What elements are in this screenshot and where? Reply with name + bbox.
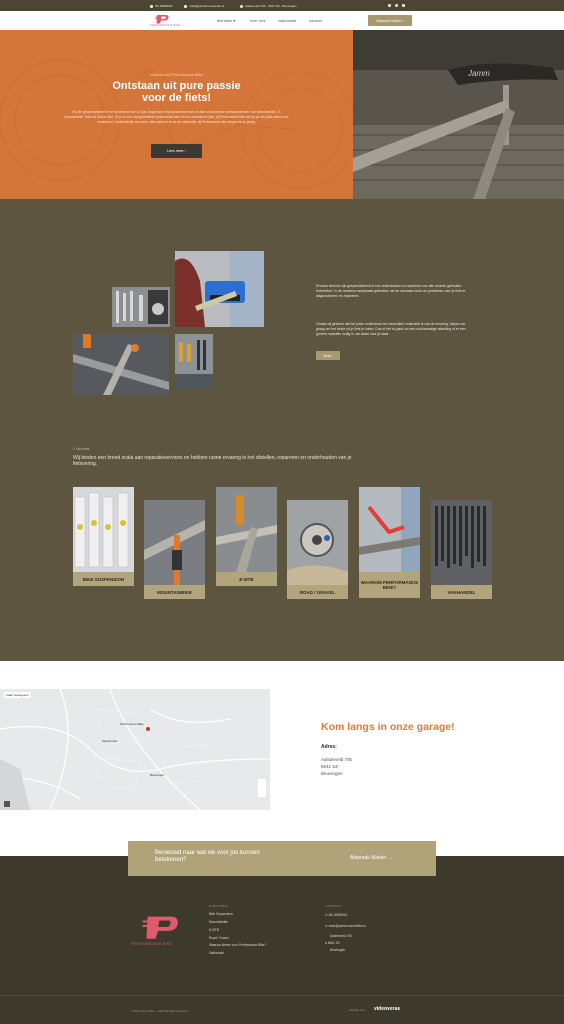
bike-frame-closeup-photo — [73, 334, 169, 395]
mountainbike-photo — [144, 500, 205, 585]
footer-logo-text: PERFORMANCE BIKE — [131, 942, 172, 946]
chevron-down-icon: ▾ — [233, 18, 236, 23]
location-icon: ● — [325, 941, 327, 945]
top-info-bar — [0, 0, 564, 11]
card-label: MOUNTAINBIKE — [144, 585, 205, 599]
map-place-label: Beuningen — [150, 773, 165, 777]
map-graphic — [0, 689, 270, 810]
copyright-text: © Performance Bike – 2024 All rights reserved — [130, 1009, 188, 1013]
cta-text: Benieuwd naar wat we voor jou kunnen betekenen? — [155, 850, 260, 863]
card-label: VAKHANDEL — [431, 585, 492, 599]
bike-frame-image — [353, 30, 564, 199]
facebook-icon[interactable] — [402, 4, 405, 7]
contact-zip: 6641 SZ — [321, 764, 339, 769]
footer-services-heading: DIENSTEN — [209, 904, 228, 908]
waarom-photo — [359, 487, 420, 572]
footer-phone[interactable]: ✆ 06-18095041 — [325, 913, 348, 917]
footer-link[interactable]: Bike Suspension — [209, 912, 233, 916]
footer-zip: ● 6641 SZ — [325, 941, 340, 945]
services-intro: Wij bieden een breed scala aan reparatieservices en hebben ruime ervaring in het afstellen, repareren en onderhouden van je fietsvering. — [73, 455, 352, 467]
hero-body: Wij zijn gespecialiseerd in het onderhoud van 1e klas Suspension repositoriumservices en alle voorkomende werkzaamheden voor Mountainbike, E-Mountainbike, Race of Gravel bike. Of je nu een doorgewinterde professional bent of een recreatieve rijder, bij Performance bike ben je op het juiste adres voor onderhoud. Onafhankelijk van merk, alles gebeurt of via de vakhandel, bij Performance bike helpen we je graag. — [64, 110, 289, 124]
contact-title: Kom langs in onze garage! — [321, 721, 455, 733]
tools-rack-photo — [112, 287, 170, 327]
vakhandel-photo — [431, 500, 492, 585]
nav-over-ons[interactable]: over ons — [250, 18, 266, 23]
footer-street: Aalsterveld 70b — [330, 934, 352, 938]
footer-link[interactable]: E-MTB — [209, 928, 219, 932]
footer-link[interactable]: Vakhandel — [209, 951, 224, 955]
cta-appointment-link[interactable]: Afspraak Maken → — [350, 855, 393, 861]
nav-appointment-button[interactable]: Afspraak Maken › — [368, 15, 412, 26]
logo-icon[interactable] — [155, 14, 170, 24]
footer-city: Beuningen — [330, 948, 346, 952]
logo-text: PERFORMANCE BIKE — [150, 24, 181, 27]
social-icons — [388, 4, 405, 7]
hero-title: Ontstaan uit pure passie voor de fiets! — [112, 80, 241, 104]
topbar-email[interactable]: mark@performancebike.nl — [184, 4, 224, 8]
topbar-address: Aalsterveld 70b - 6641 SZ - Beuningen — [240, 4, 297, 8]
phone-social-icon[interactable] — [388, 4, 391, 7]
footer-link[interactable]: Waarom kiezen voor Performance Bike? — [209, 943, 267, 947]
map-pin-label: Performance Bike — [120, 722, 144, 726]
phone-icon: ✆ — [325, 913, 328, 917]
nav-contact[interactable]: contact — [309, 18, 322, 23]
contact-address-label: Adres: — [321, 744, 337, 750]
footer-link[interactable]: Road / Gravel — [209, 936, 229, 940]
mechanic-working-photo — [175, 251, 264, 327]
cta-band — [128, 841, 436, 876]
wall-tools-photo — [175, 334, 213, 389]
hero-read-more-button[interactable]: Lees meer › — [151, 144, 202, 158]
workshop-paragraph-2: Omdat wij geloven dat het juiste onderhoud een essentieel onderdeel is van de ervaring, helpen we graag om het beste uit je fiets te halen. Dus of het nu gaat om een routinematige afstelling of er een grotere reparatie nodig is, we staan voor je klaar. — [316, 322, 466, 336]
svg-text:Jamm: Jamm — [468, 69, 490, 78]
phone-icon — [150, 5, 153, 8]
road-gravel-photo — [287, 500, 348, 585]
main-navigation — [0, 11, 564, 30]
card-label: WAAROM PERFORMANCE BIKE? — [359, 572, 420, 598]
hero-bike-photo — [353, 30, 564, 199]
workshop-paragraph-1: Ervaren technici zijn gespecialiseerd in het onderhouden en repareren van alle recente gebruikte technieken. In de moderne werkplaats gebruiken we de nieuwste tools om problemen aan je fiets te diagnosticeren en repareren. — [316, 284, 466, 298]
footer-contact-heading: CONTACT — [325, 904, 343, 908]
credit-brand-link[interactable]: videoveras — [374, 1006, 401, 1012]
arrow-right-icon: › — [184, 149, 186, 153]
mail-icon: ✉ — [325, 924, 328, 928]
arrow-right-icon: › — [402, 18, 404, 23]
footer-divider — [0, 995, 564, 996]
contact-street: Aalsterveld 70b — [321, 757, 353, 762]
hero-subtitle: Welkom bij Performance Bike — [150, 72, 203, 77]
nav-vakhandel[interactable]: vakhandel — [278, 18, 297, 23]
footer — [0, 856, 564, 1024]
contact-city: Beuningen — [321, 771, 343, 776]
map-view-larger-link[interactable]: Kaart weergeven — [6, 693, 29, 697]
footer-email[interactable]: ✉ mark@performancebike.nl — [325, 924, 366, 928]
suspension-forks-photo — [73, 487, 134, 572]
topbar-phone[interactable]: 06-18095041 — [150, 4, 173, 8]
mail-icon — [184, 5, 187, 8]
card-label: ROAD / GRAVEL — [287, 585, 348, 599]
location-map[interactable] — [0, 689, 270, 810]
instagram-icon[interactable] — [395, 4, 398, 7]
location-icon — [240, 5, 243, 8]
services-kicker: < Services — [73, 447, 90, 451]
workshop-more-button[interactable]: Meer › — [316, 351, 340, 360]
card-label: BIKE SUSPENSION — [73, 572, 134, 586]
footer-logo-icon[interactable] — [140, 914, 184, 940]
nav-diensten[interactable]: diensten ▾ — [217, 18, 236, 23]
arrow-right-icon: › — [331, 353, 333, 358]
emtb-photo — [216, 487, 277, 572]
credit-text: Website door — [349, 1008, 366, 1012]
card-label: E-MTB — [216, 572, 277, 586]
footer-link[interactable]: Mountainbike — [209, 920, 228, 924]
map-place-label: Aalsterveld — [102, 739, 117, 743]
